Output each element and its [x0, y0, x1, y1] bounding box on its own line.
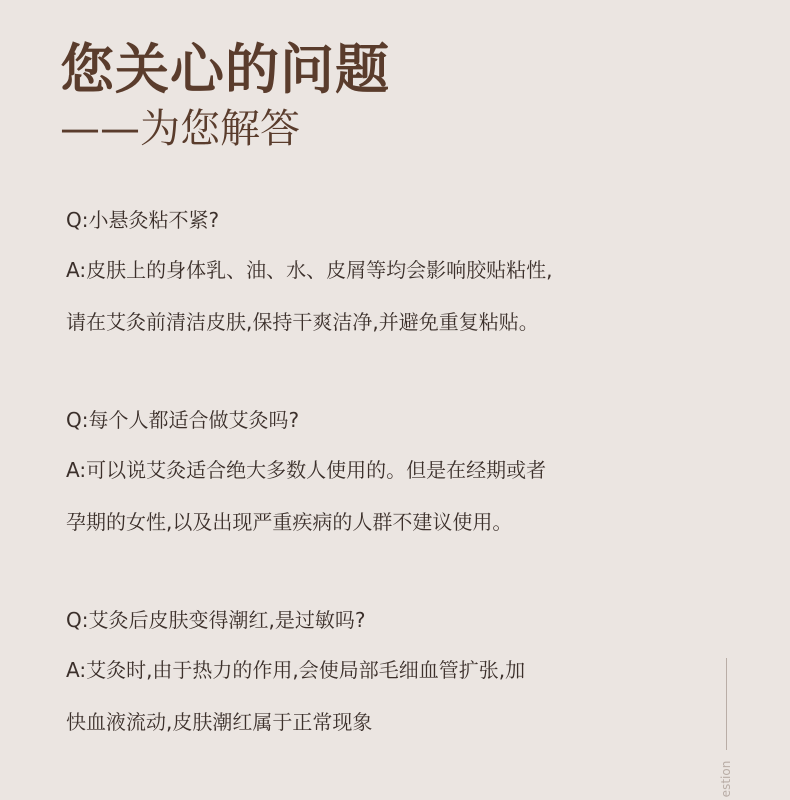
- faq-answer-line: 请在艾灸前清洁皮肤,保持干爽洁净,并避免重复粘贴。: [66, 310, 539, 334]
- side-divider: [726, 658, 727, 750]
- faq-answer-line: A:可以说艾灸适合绝大多数人使用的。但是在经期或者: [66, 458, 547, 482]
- page-subtitle: ——为您解答: [60, 106, 300, 152]
- faq-question: Q:小悬灸粘不紧?: [66, 208, 220, 232]
- faq-question: Q:艾灸后皮肤变得潮红,是过敏吗?: [66, 608, 366, 632]
- faq-question: Q:每个人都适合做艾灸吗?: [66, 408, 300, 432]
- side-vertical-text: estion: [719, 760, 733, 798]
- faq-answer-line: A:皮肤上的身体乳、油、水、皮屑等均会影响胶贴粘性,: [66, 258, 553, 282]
- page-title: 您关心的问题: [60, 38, 390, 101]
- faq-answer-line: 快血液流动,皮肤潮红属于正常现象: [66, 710, 373, 734]
- faq-answer-line: A:艾灸时,由于热力的作用,会使局部毛细血管扩张,加: [66, 658, 526, 682]
- faq-answer-line: 孕期的女性,以及出现严重疾病的人群不建议使用。: [66, 510, 513, 534]
